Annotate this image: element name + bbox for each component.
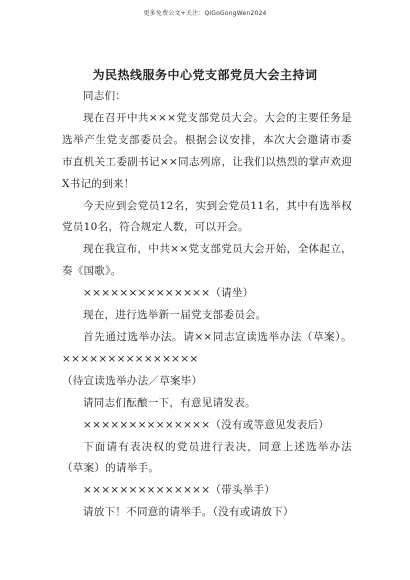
- body-paragraph: 今天应到会党员12名，实到会党员11名，其中有选举权党员10名，符合规定人数，可以开会。: [62, 199, 352, 234]
- body-paragraph: （待宣读选举办法／草案毕）: [62, 374, 203, 387]
- body-paragraph: 首先通过选举办法。请××同志宣读选举办法（草案）。×××××××××××××××: [62, 330, 352, 365]
- body-paragraph: ××××××××××××××（没有或等意见发表后）: [83, 418, 330, 431]
- body-paragraph: ××××××××××××××（带头举手）: [83, 484, 276, 497]
- body-paragraph: 下面请有表决权的党员进行表决，同意上述选举办法（草案）的请举手。: [62, 440, 352, 475]
- document-title: 为民热线服务中心党支部党员大会主持词: [92, 68, 318, 82]
- body-paragraph: ××××××××××××××（请坐）: [83, 287, 254, 300]
- body-paragraph: 请放下！不同意的请举手。（没有或请放下）: [83, 506, 294, 519]
- document-body: [62, 86, 352, 524]
- body-paragraph: 现在，进行选举新一届党支部委员会。: [83, 309, 267, 322]
- body-paragraph: 同志们：: [83, 90, 127, 102]
- header-note: 更多免费公文+关注：QiGoGongWen2024: [143, 10, 267, 17]
- body-paragraph: 现在我宣布，中共××党支部党员大会开始，全体起立，奏《国歌》。: [62, 243, 352, 278]
- body-paragraph: 现在召开中共×××党支部党员大会。大会的主要任务是选举产生党支部委员会。根据会议安排，本次大会邀请市委市直机关工委副书记××同志列席，让我们以热烈的掌声欢迎X书记的到来！: [62, 111, 352, 190]
- body-paragraph: 请同志们酝酿一下，有意见请发表。: [83, 396, 256, 409]
